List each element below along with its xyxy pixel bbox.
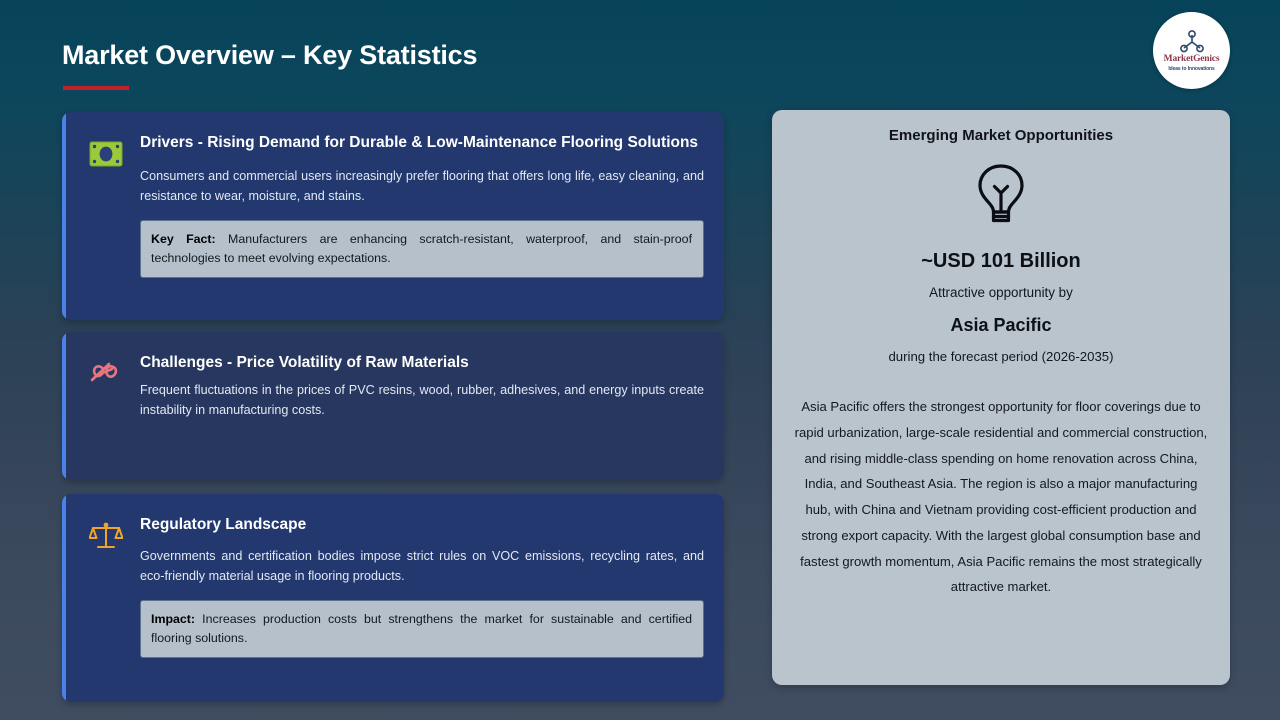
card-title: Challenges - Price Volatility of Raw Materials — [140, 354, 469, 371]
card-regulatory-landscape — [62, 494, 724, 702]
network-nodes-icon — [1179, 30, 1205, 54]
logo-company-name: MarketGenics — [1163, 53, 1220, 64]
logo-tagline: Ideas to Innovations — [1168, 65, 1215, 72]
lightbulb-icon — [790, 162, 1212, 224]
key-fact-callout — [140, 220, 704, 278]
card-accent-bar — [62, 332, 66, 480]
balance-scales-icon — [88, 518, 124, 554]
region-name: Asia Pacific — [950, 315, 1052, 335]
broken-link-icon — [88, 354, 124, 390]
region-description-paragraph: Asia Pacific offers the strongest opportunity for floor coverings due to rapid urbanization, large-scale residential and commercial construction, and rising middle-class spending on home renovation across China, India, and Southeast Asia. The region is also a major manufacturing hub, with China and Vietnam providing cost-efficient production and strong export capacity. With the largest global consumption base and fastest growth momentum, Asia Pacific remains the most strategically attractive market. — [794, 399, 1208, 595]
impact-text: Increases production costs but strengthens the market for sustainable and certified flooring solutions. — [151, 612, 692, 646]
emerging-market-opportunities-panel — [772, 110, 1230, 685]
title-underline-rule — [63, 86, 129, 90]
card-body-text: Consumers and commercial users increasingly prefer flooring that offers long life, easy cleaning, and resistance to wear, moisture, and stains. — [140, 168, 704, 203]
card-challenges — [62, 332, 724, 480]
forecast-period: during the forecast period (2026-2035) — [888, 349, 1114, 364]
page-title: Market Overview – Key Statistics — [62, 40, 478, 70]
card-accent-bar — [62, 112, 66, 320]
key-statistics-card-list — [62, 112, 724, 702]
card-title: Drivers - Rising Demand for Durable & Low-Maintenance Flooring Solutions — [140, 134, 699, 151]
market-value-headline: ~USD 101 Billion — [921, 250, 1081, 272]
card-drivers — [62, 112, 724, 320]
company-logo — [1153, 12, 1230, 89]
card-body-text: Frequent fluctuations in the prices of PVC resins, wood, rubber, adhesives, and energy inputs create instability in manufacturing costs. — [140, 382, 704, 417]
panel-title: Emerging Market Opportunities — [888, 127, 1114, 144]
impact-callout — [140, 600, 704, 658]
card-body-text: Governments and certification bodies impose strict rules on VOC emissions, recycling rates, and eco-friendly material usage in flooring products. — [140, 548, 704, 583]
impact-label: Impact: — [151, 612, 196, 627]
money-banknote-icon — [88, 136, 124, 172]
card-accent-bar — [62, 494, 66, 702]
card-title: Regulatory Landscape — [140, 516, 307, 533]
key-fact-text: Manufacturers are enhancing scratch-resistant, waterproof, and stain-proof technologies to meet evolving expectations. — [151, 232, 693, 266]
key-fact-label: Key Fact: — [151, 232, 216, 247]
opportunity-subtitle: Attractive opportunity by — [929, 285, 1073, 300]
